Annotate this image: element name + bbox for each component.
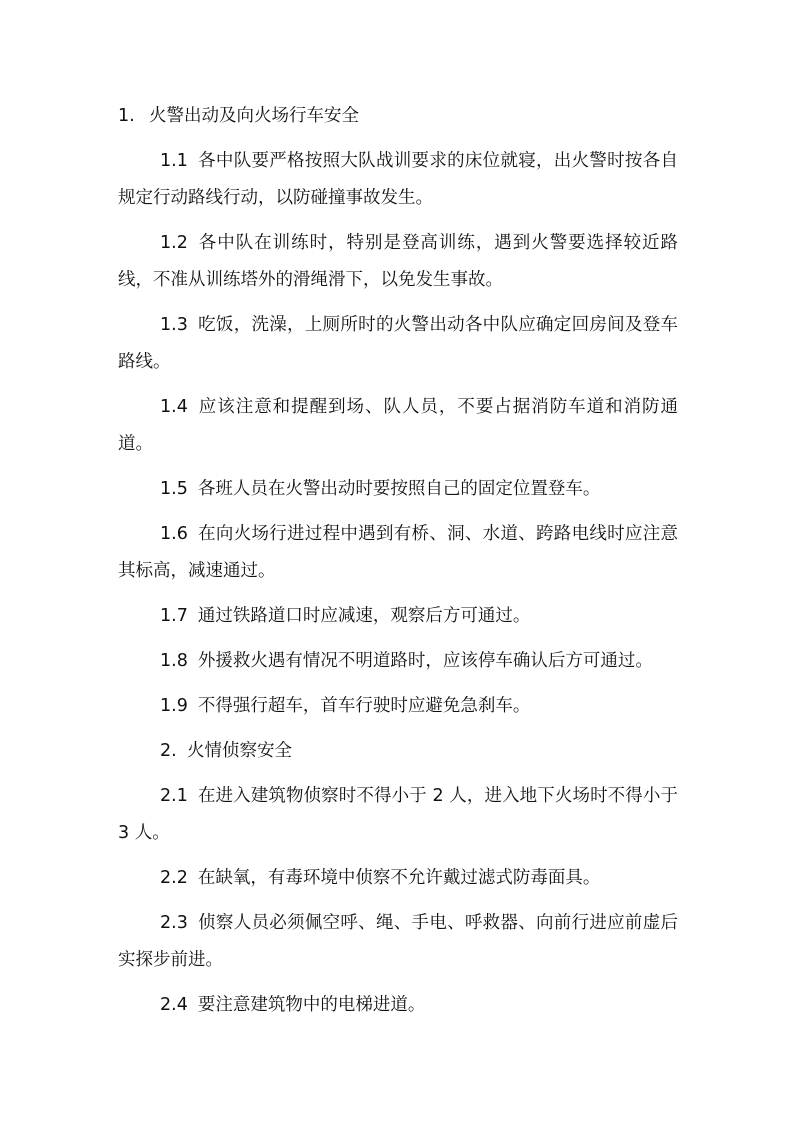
- clause-paragraph: [118, 598, 678, 635]
- clause-paragraph: [118, 688, 678, 725]
- clause-number: 1.4: [160, 397, 188, 417]
- clause-number: 2.1: [160, 786, 188, 806]
- clause-paragraph: [118, 860, 678, 897]
- section-title: 火警出动及向火场行车安全: [149, 106, 359, 126]
- clause-paragraph: [118, 143, 678, 217]
- clause-paragraph: [118, 987, 678, 1024]
- section-heading: [118, 98, 678, 135]
- section-number: 2.: [160, 741, 177, 761]
- clause-text: 通过铁路道口时应减速，观察后方可通过。: [197, 606, 531, 626]
- clause-number: 1.9: [160, 696, 188, 716]
- clause-text: 吃饭，洗澡，上厕所时的火警出动各中队应确定回房间及登车路线。: [118, 315, 678, 372]
- clause-text: 侦察人员必须佩空呼、绳、手电、呼救器、向前行进应前虚后实探步前进。: [118, 913, 678, 970]
- clause-text: 要注意建筑物中的电梯进道。: [197, 995, 426, 1015]
- clause-text: 在进入建筑物侦察时不得小于 2 人，进入地下火场时不得小于 3 人。: [118, 786, 678, 843]
- clause-paragraph: [118, 471, 678, 508]
- clause-text: 不得强行超车，首车行驶时应避免急刹车。: [197, 696, 531, 716]
- clause-number: 1.3: [160, 315, 188, 335]
- clause-text: 外援救火遇有情况不明道路时，应该停车确认后方可通过。: [197, 651, 653, 671]
- section-number: 1.: [118, 106, 135, 126]
- clause-text: 各中队要严格按照大队战训要求的床位就寝，出火警时按各自规定行动路线行动，以防碰撞事故发生。: [118, 151, 678, 208]
- clause-paragraph: [118, 307, 678, 381]
- clause-paragraph: [118, 778, 678, 852]
- clause-number: 2.2: [160, 868, 188, 888]
- clause-number: 1.7: [160, 606, 188, 626]
- clause-number: 2.3: [160, 913, 188, 933]
- clause-paragraph: [118, 225, 678, 299]
- clause-number: 1.5: [160, 479, 188, 499]
- clause-number: 2.4: [160, 995, 188, 1015]
- clause-text: 应该注意和提醒到场、队人员，不要占据消防车道和消防通道。: [118, 397, 678, 454]
- clause-text: 各中队在训练时，特别是登高训练，遇到火警要选择较近路线，不准从训练塔外的滑绳滑下，以免发生事故。: [118, 233, 678, 290]
- clause-text: 在缺氧，有毒环境中侦察不允许戴过滤式防毒面具。: [197, 868, 601, 888]
- clause-paragraph: [118, 643, 678, 680]
- clause-text: 在向火场行进过程中遇到有桥、洞、水道、跨路电线时应注意其标高，减速通过。: [118, 524, 678, 581]
- document-body: [118, 98, 678, 1032]
- clause-number: 1.2: [160, 233, 188, 253]
- clause-paragraph: [118, 905, 678, 979]
- clause-number: 1.1: [160, 151, 188, 171]
- clause-text: 各班人员在火警出动时要按照自己的固定位置登车。: [197, 479, 601, 499]
- clause-paragraph: [118, 516, 678, 590]
- clause-paragraph: [118, 389, 678, 463]
- clause-number: 1.6: [160, 524, 188, 544]
- clause-number: 1.8: [160, 651, 188, 671]
- section-title: 火情侦察安全: [187, 741, 292, 761]
- section-heading: [118, 733, 678, 770]
